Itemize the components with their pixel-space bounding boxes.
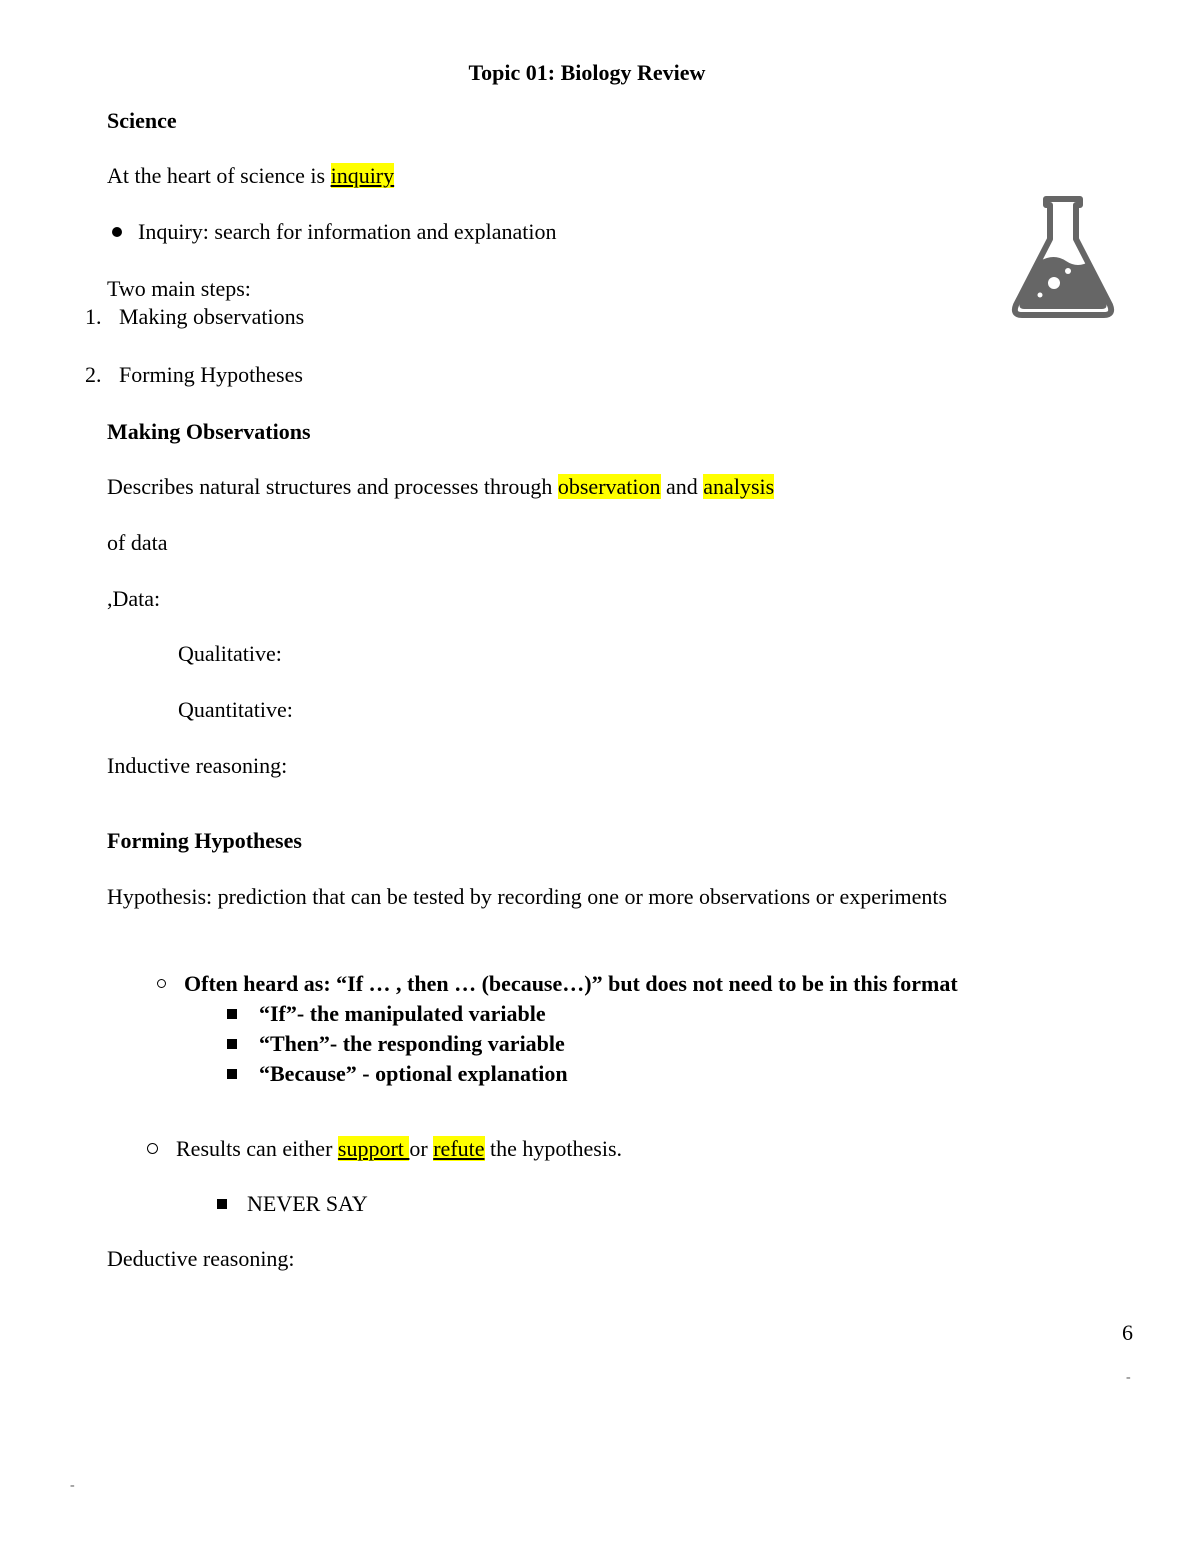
inductive-reasoning-label: Inductive reasoning: [107,753,288,778]
observations-line2: of data [107,530,168,555]
step-text: Forming Hypotheses [119,362,303,387]
flask-icon [1010,195,1116,321]
observations-heading: Making Observations [107,419,311,444]
results-suffix: the hypothesis. [484,1136,623,1161]
observations-line1 [107,474,774,500]
inquiry-bullet-text: Inquiry: search for information and explanation [138,219,557,244]
often-heard-text: Often heard as: “If … , then … (because…)” but does not need to be in this format [184,971,958,996]
hypothesis-definition: Hypothesis: prediction that can be tested by recording one or more observations or experiments [107,884,948,909]
bullet-circle-icon [147,1143,158,1154]
bullet-square-icon [227,1069,237,1079]
hypotheses-heading: Forming Hypotheses [107,828,302,853]
step-number: 1. [85,304,102,329]
highlight-analysis: analysis [703,474,775,499]
observations-line1-text: Describes natural structures and processes through [107,474,558,499]
never-say-item [217,1191,368,1217]
science-intro-text: At the heart of science is [107,163,331,188]
quantitative-label: Quantitative: [178,697,293,722]
results-or: or [409,1136,434,1161]
sub-list-text: “Then”- the responding variable [259,1031,565,1056]
sub-list-item [227,1061,568,1087]
highlight-support: support [337,1136,410,1161]
science-intro [107,163,394,189]
page-number: 6 [1122,1320,1133,1345]
step-item [85,304,304,330]
science-heading: Science [107,108,177,133]
steps-label: Two main steps: [107,276,251,301]
never-say-text: NEVER SAY [247,1191,368,1216]
sub-list-text: “Because” - optional explanation [259,1061,568,1086]
sub-list-text: “If”- the manipulated variable [259,1001,546,1026]
footer-mark: - [1126,1370,1131,1385]
qualitative-label: Qualitative: [178,641,282,666]
bullet-circle-icon [157,979,166,988]
footer-mark: - [70,1478,75,1493]
bullet-square-icon [227,1039,237,1049]
bullet-dot-icon [112,227,122,237]
sub-list-item [227,1031,565,1057]
step-item [85,362,303,388]
observations-line1-and: and [660,474,704,499]
highlight-inquiry: inquiry [330,163,395,188]
highlight-observation: observation [557,474,661,499]
deductive-reasoning-label: Deductive reasoning: [107,1246,295,1271]
bullet-square-icon [227,1009,237,1019]
results-item [147,1136,622,1162]
results-text: Results can either [176,1136,338,1161]
inquiry-bullet-item [112,219,556,245]
step-text: Making observations [119,304,305,329]
bullet-square-icon [217,1199,227,1209]
step-number: 2. [85,362,102,387]
page-title: Topic 01: Biology Review [468,60,706,85]
sub-list-item [227,1001,546,1027]
data-label: ,Data: [107,586,161,611]
highlight-refute: refute [433,1136,485,1161]
often-heard-item [157,971,958,997]
